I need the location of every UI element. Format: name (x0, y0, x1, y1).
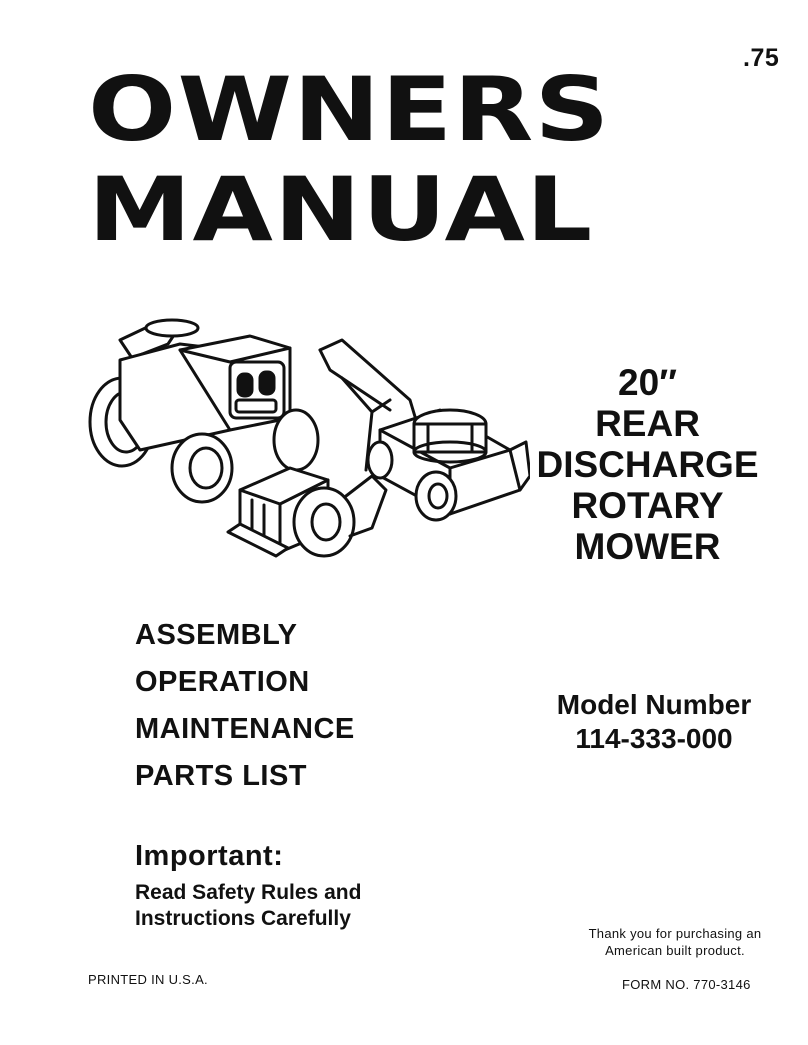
important-heading: Important: (135, 840, 284, 872)
product-size: 20″ (618, 362, 677, 403)
important-line: Instructions Carefully (135, 907, 351, 930)
title-owners: OWNERS (88, 58, 611, 161)
model-block (528, 688, 780, 756)
thank-you-line: American built product. (605, 943, 745, 958)
product-line-mower: MOWER (574, 526, 721, 567)
topic-item: MAINTENANCE (135, 713, 355, 745)
product-line-discharge: DISCHARGE (536, 444, 759, 485)
lawn-equipment-illustration (80, 300, 530, 580)
product-line-rear: REAR (595, 403, 700, 444)
topic-item: ASSEMBLY (135, 619, 298, 651)
price-label: .75 (743, 44, 780, 72)
important-text (135, 880, 361, 932)
model-number: 114-333-000 (575, 723, 733, 754)
form-number: FORM NO. 770-3146 (622, 977, 751, 992)
topic-item: PARTS LIST (135, 760, 308, 792)
title-manual: MANUAL (88, 158, 594, 261)
product-line-rotary: ROTARY (571, 485, 724, 526)
important-line: Read Safety Rules and (135, 881, 362, 904)
thank-you-line: Thank you for purchasing an (588, 926, 762, 941)
topics-list (135, 612, 355, 800)
thank-you-note (560, 925, 790, 959)
product-description (520, 362, 775, 567)
model-label: Model Number (556, 689, 752, 720)
topic-item: OPERATION (135, 666, 310, 698)
printed-in-label: PRINTED IN U.S.A. (88, 972, 208, 987)
